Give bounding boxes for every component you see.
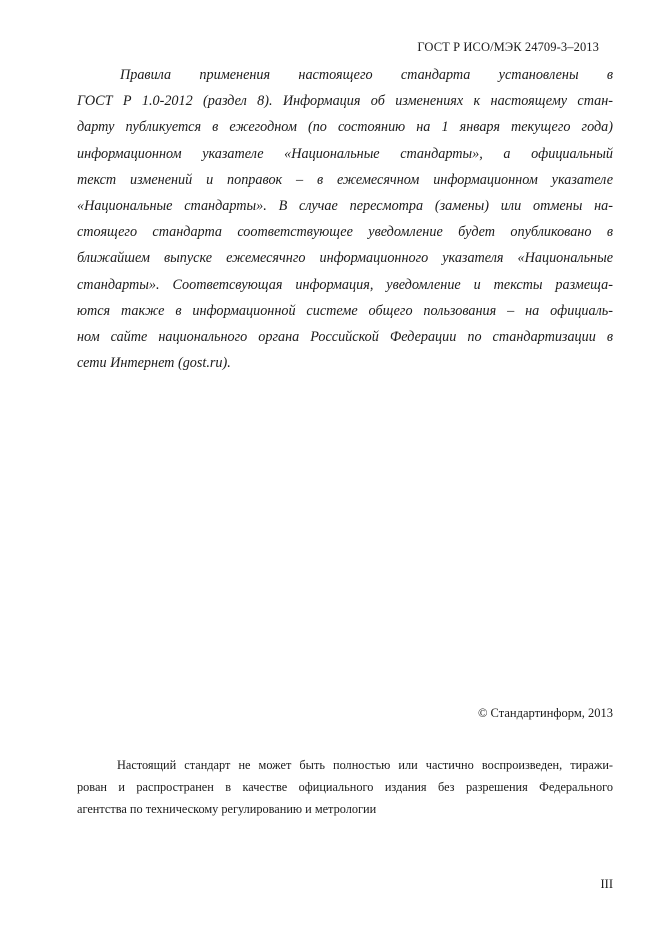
paragraph-line: дарту публикуется в ежегодном (по состоянию на 1 января текущего года) <box>77 119 613 136</box>
notice-line: агентства по техническому регулированию и метрологии <box>77 802 377 816</box>
standard-code-header: ГОСТ Р ИСО/МЭК 24709-3–2013 <box>417 40 599 54</box>
application-rules-paragraph <box>77 62 613 376</box>
page-number: III <box>600 877 613 891</box>
reproduction-notice <box>77 754 613 820</box>
paragraph-line: стоящего стандарта соответствующее уведомление будет опубликовано в <box>77 224 613 241</box>
paragraph-line: ном сайте национального органа Российской Федерации по стандартизации в <box>77 328 613 345</box>
paragraph-line: информационном указателе «Национальные стандарты», а официальный <box>77 145 613 162</box>
notice-line: Настоящий стандарт не может быть полностью или частично воспроизведен, тиражи- <box>117 758 613 772</box>
paragraph-line: Правила применения настоящего стандарта установлены в <box>120 67 613 83</box>
notice-line: рован и распространен в качестве официального издания без разрешения Федерального <box>77 780 613 794</box>
paragraph-line: ГОСТ Р 1.0-2012 (раздел 8). Информация об изменениях к настоящему стан- <box>77 93 613 110</box>
paragraph-line: текст изменений и поправок – в ежемесячном информационном указателе <box>77 171 613 188</box>
paragraph-line: «Национальные стандарты». В случае пересмотра (замены) или отмены на- <box>77 197 613 214</box>
paragraph-line: стандарты». Соответсвующая информация, уведомление и тексты размеща- <box>77 276 613 293</box>
paragraph-line: сети Интернет (gost.ru). <box>77 355 231 372</box>
paragraph-line: ются также в информационной системе общего пользования – на официаль- <box>77 302 613 319</box>
copyright-notice: © Стандартинформ, 2013 <box>477 706 613 720</box>
paragraph-line: ближайшем выпуске ежемесячнго информационного указателя «Национальные <box>77 250 613 267</box>
